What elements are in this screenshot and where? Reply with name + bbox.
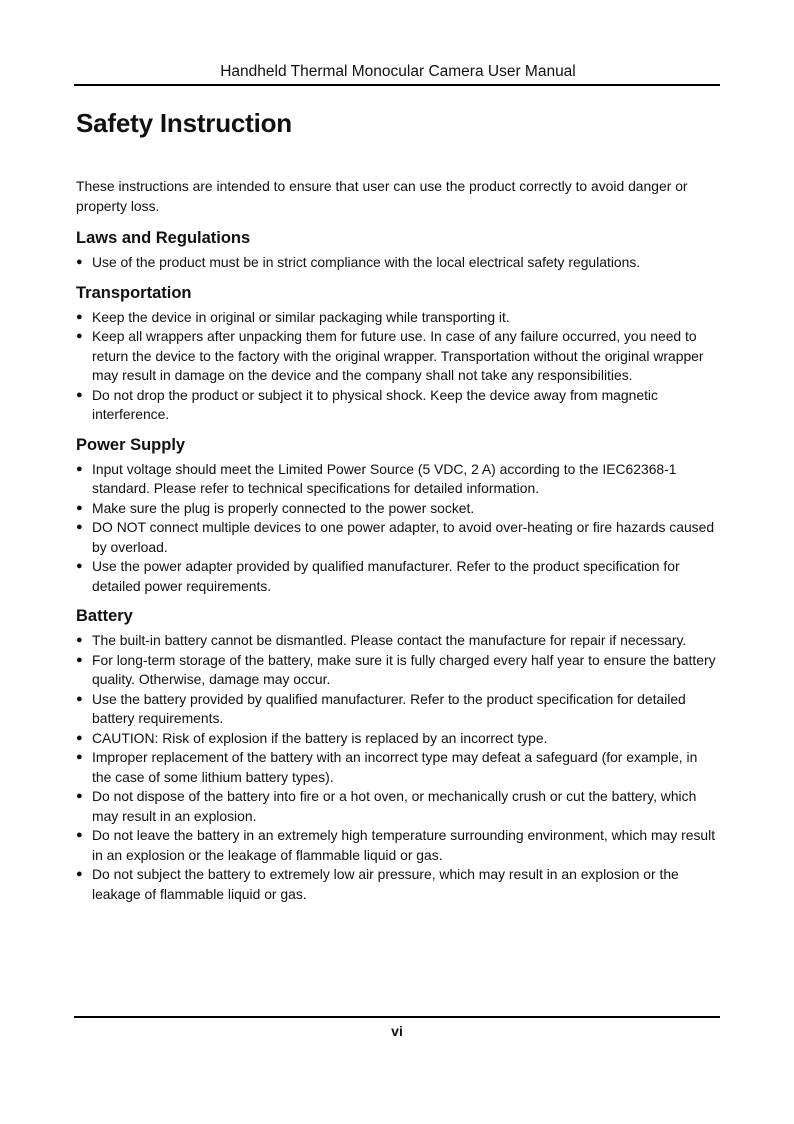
section-transportation [76, 282, 718, 425]
list-item [76, 308, 718, 328]
footer-divider [74, 1016, 720, 1018]
bullet-dot-icon: ● [76, 560, 83, 573]
list-item-text: Input voltage should meet the Limited Power Source (5 VDC, 2 A) according to the IEC62368-1 standard. Please refer to technical specifications for detailed information. [92, 460, 677, 497]
list-item [76, 386, 718, 425]
bullet-dot-icon: ● [76, 829, 83, 842]
section-heading: Transportation [76, 283, 192, 302]
bullet-dot-icon: ● [76, 462, 83, 475]
section-power-supply [76, 434, 718, 597]
list-item-text: Keep the device in original or similar packaging while transporting it. [92, 308, 510, 325]
section-battery [76, 605, 718, 904]
bullet-list [76, 460, 718, 597]
list-item [76, 826, 718, 865]
list-item [76, 327, 718, 386]
list-item [76, 460, 718, 499]
list-item-text: Use of the product must be in strict compliance with the local electrical safety regulations. [92, 254, 641, 271]
list-item [76, 631, 718, 651]
list-item-text: Do not dispose of the battery into fire or a hot oven, or mechanically crush or cut the battery, which may result in an explosion. [92, 788, 697, 824]
list-item [76, 253, 718, 273]
bullet-dot-icon: ● [76, 868, 83, 881]
bullet-dot-icon: ● [76, 653, 83, 666]
list-item-text: CAUTION: Risk of explosion if the battery is replaced by an incorrect type. [92, 729, 548, 746]
bullet-dot-icon: ● [76, 310, 83, 323]
bullet-dot-icon: ● [76, 692, 83, 705]
section-heading: Laws and Regulations [76, 229, 251, 248]
bullet-list [76, 308, 718, 425]
list-item-text: Use the power adapter provided by qualified manufacturer. Refer to the product specification for detailed power requirements. [92, 558, 680, 594]
bullet-dot-icon: ● [76, 330, 83, 343]
list-item-text: Do not leave the battery in an extremely high temperature surrounding environment, which may result in an explosion or the leakage of flammable liquid or gas. [92, 827, 716, 863]
section-heading: Power Supply [76, 435, 186, 454]
list-item-text: Keep all wrappers after unpacking them for future use. In case of any failure occurred, you need to return the device to the factory with the original wrapper. Transportation without the original wrapper may result in damage on the device and the company shall not take any responsibilities. [92, 328, 704, 384]
list-item-text: Use the battery provided by qualified manufacturer. Refer to the product specification for detailed battery requirements. [92, 690, 686, 727]
bullet-dot-icon: ● [76, 388, 83, 401]
bullet-dot-icon: ● [76, 751, 83, 764]
page-title: Safety Instruction [76, 108, 292, 138]
bullet-dot-icon: ● [76, 501, 83, 514]
list-item-text: DO NOT connect multiple devices to one power adapter, to avoid over-heating or fire hazards caused by overload. [92, 519, 715, 555]
bullet-dot-icon: ● [76, 521, 83, 534]
list-item [76, 499, 718, 519]
section-laws-and-regulations [76, 227, 718, 273]
intro-paragraph: These instructions are intended to ensure that user can use the product correctly to avoid danger or property loss. [76, 178, 688, 214]
list-item-text: Do not subject the battery to extremely low air pressure, which may result in an explosion or the leakage of flammable liquid or gas. [92, 866, 679, 902]
list-item [76, 557, 718, 596]
list-item [76, 690, 718, 729]
bullet-dot-icon: ● [76, 256, 83, 269]
list-item [76, 865, 718, 904]
list-item [76, 651, 718, 690]
list-item-text: For long-term storage of the battery, make sure it is fully charged every half year to ensure the battery quality. Otherwise, damage may occur. [92, 651, 716, 688]
page-number: vi [391, 1023, 403, 1039]
section-heading: Battery [76, 607, 133, 626]
list-item [76, 748, 718, 787]
bullet-dot-icon: ● [76, 634, 83, 647]
list-item-text: Make sure the plug is properly connected to the power socket. [92, 499, 475, 516]
list-item-text: Improper replacement of the battery with an incorrect type may defeat a safeguard (for example, in the case of some lithium battery types). [92, 749, 698, 785]
header-divider [74, 84, 720, 86]
list-item [76, 518, 718, 557]
list-item-text: The built-in battery cannot be dismantled. Please contact the manufacture for repair if necessary. [92, 632, 687, 649]
bullet-dot-icon: ● [76, 731, 83, 744]
bullet-dot-icon: ● [76, 790, 83, 803]
list-item [76, 787, 718, 826]
list-item [76, 729, 718, 749]
bullet-list [76, 631, 718, 904]
running-header: Handheld Thermal Monocular Camera User Manual [220, 63, 576, 80]
list-item-text: Do not drop the product or subject it to physical shock. Keep the device away from magnetic interference. [92, 386, 658, 423]
bullet-list [76, 253, 718, 273]
page-content [76, 106, 718, 913]
